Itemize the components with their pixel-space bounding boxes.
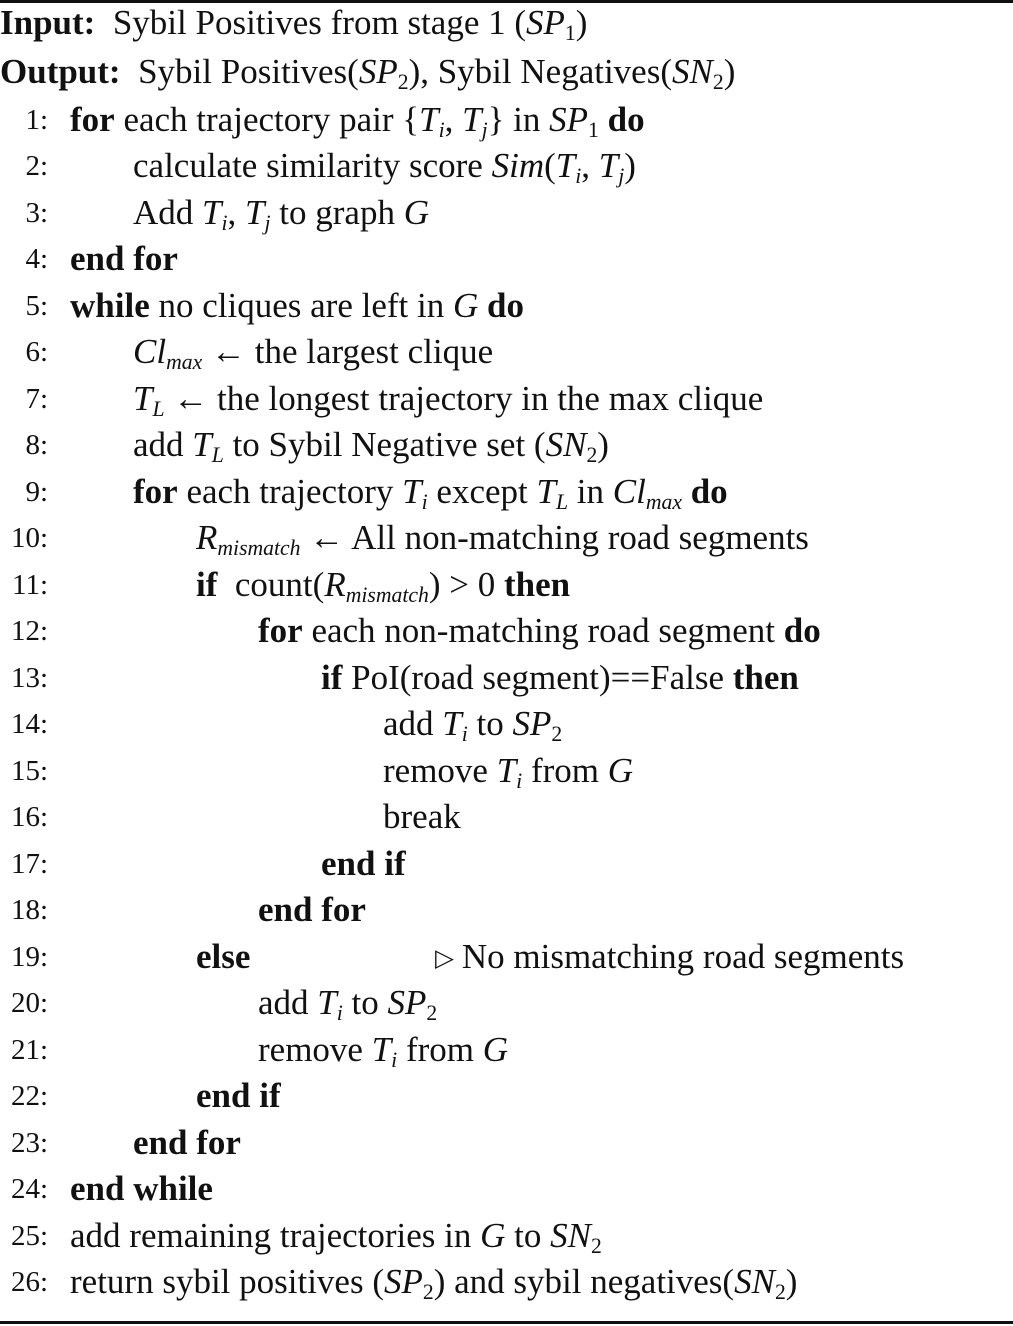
- symbol: G: [607, 751, 634, 790]
- line-text: count(: [226, 565, 325, 604]
- line-code: [133, 422, 609, 468]
- line-text: ← All non-matching road segments: [300, 518, 809, 557]
- line-code: [196, 562, 570, 608]
- output-text-1: Sybil Positives(: [138, 52, 359, 91]
- line-text: ): [597, 425, 609, 464]
- line-code: [196, 515, 809, 561]
- keyword-end-for: end for: [258, 890, 366, 929]
- line-text: from: [522, 751, 608, 790]
- keyword-do: do: [783, 611, 821, 650]
- subscript: i: [421, 490, 428, 515]
- symbol: SP: [512, 704, 552, 743]
- subscript: max: [645, 490, 682, 515]
- line-number: 11:: [12, 569, 48, 601]
- output-text-2: ), Sybil Negatives(: [408, 52, 672, 91]
- keyword-if: if: [196, 565, 218, 604]
- line-number: 7:: [25, 383, 48, 415]
- line-number: 22:: [10, 1080, 48, 1112]
- line-number: 6:: [25, 336, 48, 368]
- keyword-end-for: end for: [133, 1123, 241, 1162]
- symbol: T: [462, 100, 482, 139]
- line-text: remove: [258, 1030, 372, 1069]
- symbol: Cl: [612, 472, 646, 511]
- line-text: to: [505, 1216, 551, 1255]
- line-code: [70, 1213, 602, 1259]
- subscript: L: [555, 490, 569, 515]
- line-code: [70, 283, 524, 329]
- line-text: ← the longest trajectory in the max clique: [164, 379, 764, 418]
- subscript: i: [516, 769, 523, 794]
- output-label: Output:: [0, 52, 121, 91]
- symbol: Cl: [133, 332, 167, 371]
- line-code: [258, 1027, 508, 1073]
- line-number: 4:: [25, 243, 48, 275]
- line-code: [133, 376, 763, 422]
- line-code: [321, 841, 406, 887]
- symbol: G: [480, 1216, 506, 1255]
- keyword-if: if: [321, 658, 343, 697]
- subscript: 2: [551, 722, 563, 747]
- line-text: to Sybil Negative set (: [223, 425, 546, 464]
- line-number: 9:: [25, 476, 48, 508]
- subscript: L: [152, 397, 165, 422]
- symbol: G: [482, 1030, 509, 1069]
- line-text: break: [383, 797, 461, 836]
- comment: [435, 934, 904, 984]
- symbol: T: [245, 193, 265, 232]
- line-number: 21:: [10, 1034, 48, 1066]
- line-text: add: [133, 425, 193, 464]
- line-text: from: [397, 1030, 483, 1069]
- comment-text: No mismatching road segments: [461, 937, 905, 976]
- symbol: R: [196, 518, 218, 557]
- line-number: 2:: [25, 150, 48, 182]
- subscript: i: [575, 164, 582, 189]
- symbol: SP: [549, 100, 589, 139]
- line-number: 8:: [25, 429, 48, 461]
- output-sn: SN: [672, 52, 713, 91]
- subscript: i: [336, 1001, 343, 1026]
- symbol: R: [324, 565, 346, 604]
- subscript: 2: [774, 1280, 786, 1305]
- keyword-for: for: [70, 100, 115, 139]
- symbol: T: [598, 146, 619, 185]
- subscript: L: [211, 443, 224, 468]
- line-code: [196, 934, 250, 980]
- symbol: T: [442, 704, 462, 743]
- subscript: 2: [426, 1001, 438, 1026]
- symbol: T: [371, 1030, 392, 1069]
- triangle-icon: ▷: [435, 945, 454, 973]
- line-code: Add $T_i$, $T_j$ to graph G: [133, 193, 429, 236]
- output-sn-sub: 2: [712, 70, 724, 95]
- line-code: [258, 887, 366, 933]
- line-text: to graph: [270, 193, 404, 232]
- line-text: add remaining trajectories in: [70, 1216, 481, 1255]
- line-text: } in: [487, 100, 550, 139]
- line-number: 17:: [10, 848, 48, 880]
- symbol: T: [402, 472, 422, 511]
- line-text: Add: [133, 193, 203, 232]
- line-code: [383, 701, 562, 747]
- input-label: Input:: [0, 3, 96, 42]
- line-number: 23:: [10, 1127, 48, 1159]
- line-number: 3:: [25, 197, 48, 229]
- symbol: G: [452, 286, 479, 325]
- line-code: [258, 608, 821, 654]
- symbol: SP: [387, 983, 427, 1022]
- output-sp-sub: 2: [397, 70, 409, 95]
- keyword-else: else: [196, 937, 251, 976]
- line-number: 14:: [10, 708, 48, 740]
- output-text-3: ): [723, 52, 736, 91]
- subscript: 2: [591, 1234, 602, 1259]
- line-code: for each trajectory pair {$T_i$, $T_j$} in $SP_1$ do: [70, 100, 645, 143]
- subscript: i: [221, 211, 228, 236]
- keyword-end-while: end while: [70, 1169, 213, 1208]
- line-code: [70, 1166, 213, 1212]
- keyword-do: do: [487, 286, 524, 325]
- line-text: calculate similarity score: [133, 146, 492, 185]
- symbol: T: [317, 983, 337, 1022]
- line-number: 1:: [25, 104, 48, 136]
- keyword-while: while: [70, 286, 150, 325]
- input-sp: SP: [526, 3, 565, 42]
- line-number: 24:: [10, 1173, 48, 1205]
- subscript: i: [461, 722, 468, 747]
- keyword-do: do: [690, 472, 728, 511]
- symbol: T: [202, 193, 222, 232]
- input-sp-sub: 1: [564, 21, 576, 46]
- keyword-then: then: [732, 658, 799, 697]
- subscript: j: [618, 164, 625, 189]
- subscript: j: [481, 118, 488, 143]
- output-sp: SP: [358, 52, 398, 91]
- line-number: 26:: [10, 1266, 48, 1298]
- line-number: 13:: [10, 662, 48, 694]
- symbol: T: [192, 425, 212, 464]
- line-code: [70, 1259, 797, 1305]
- line-number: 20:: [10, 987, 48, 1019]
- subscript: i: [391, 1048, 398, 1073]
- line-text: ← the largest clique: [202, 332, 494, 371]
- line-code: [383, 748, 633, 794]
- line-text: return sybil positives (: [70, 1262, 384, 1301]
- line-code: [133, 469, 728, 515]
- line-text: PoI(road segment)==False: [342, 658, 733, 697]
- keyword-end-if: end if: [321, 844, 406, 883]
- symbol: T: [133, 379, 153, 418]
- line-code: [383, 794, 461, 840]
- output-line: [0, 52, 736, 95]
- line-text: each non-matching road segment: [302, 611, 784, 650]
- input-close: ): [575, 3, 588, 42]
- subscript: i: [438, 118, 445, 143]
- input-text: Sybil Positives from stage 1 (: [112, 3, 527, 42]
- line-text: to: [467, 704, 513, 743]
- line-number: 19:: [10, 941, 48, 973]
- subscript: max: [166, 350, 203, 375]
- line-code: [133, 329, 493, 375]
- subscript: j: [264, 211, 271, 236]
- symbol: Sim: [491, 146, 545, 185]
- keyword-end-for: end for: [70, 239, 178, 278]
- line-code: [196, 1073, 281, 1119]
- symbol: SN: [545, 425, 587, 464]
- line-text: ) > 0: [428, 565, 504, 604]
- keyword-for: for: [258, 611, 303, 650]
- symbol: G: [403, 193, 429, 232]
- line-number: 18:: [10, 894, 48, 926]
- line-number: 10:: [10, 522, 48, 554]
- line-code: calculate similarity score $Sim(T_i$, $T_j$): [133, 146, 636, 189]
- subscript: 2: [422, 1280, 434, 1305]
- line-code: [133, 1120, 241, 1166]
- line-text: to: [342, 983, 388, 1022]
- line-text: ) and sybil negatives(: [433, 1262, 735, 1301]
- symbol: SN: [734, 1262, 775, 1301]
- keyword-do: do: [607, 100, 645, 139]
- symbol: T: [536, 472, 556, 511]
- symbol: T: [555, 146, 576, 185]
- line-text: in: [568, 472, 613, 511]
- line-code: [70, 236, 178, 282]
- line-code: [321, 655, 799, 701]
- line-text: add: [383, 704, 443, 743]
- line-number: 12:: [10, 615, 48, 647]
- keyword-then: then: [504, 565, 571, 604]
- subscript: 2: [586, 443, 598, 468]
- keyword-end-if: end if: [196, 1076, 281, 1115]
- line-text: ): [785, 1262, 798, 1301]
- line-text: no cliques are left in: [149, 286, 453, 325]
- subscript: mismatch: [217, 536, 301, 561]
- input-line: [0, 3, 588, 46]
- line-number: 15:: [10, 755, 48, 787]
- subscript: mismatch: [345, 583, 429, 608]
- subscript: 1: [588, 118, 599, 143]
- line-text: add: [258, 983, 318, 1022]
- line-text: except: [427, 472, 537, 511]
- bottom-rule: [0, 1321, 1013, 1324]
- line-number: 25:: [10, 1220, 48, 1252]
- line-text: each trajectory: [177, 472, 403, 511]
- symbol: T: [419, 100, 439, 139]
- symbol: SN: [550, 1216, 591, 1255]
- symbol: SP: [384, 1262, 423, 1301]
- line-number: 5:: [25, 290, 48, 322]
- line-text: remove: [383, 751, 497, 790]
- line-number: 16:: [10, 801, 48, 833]
- line-code: [258, 980, 437, 1026]
- symbol: T: [496, 751, 517, 790]
- line-text: each trajectory pair {: [114, 100, 420, 139]
- keyword-for: for: [133, 472, 178, 511]
